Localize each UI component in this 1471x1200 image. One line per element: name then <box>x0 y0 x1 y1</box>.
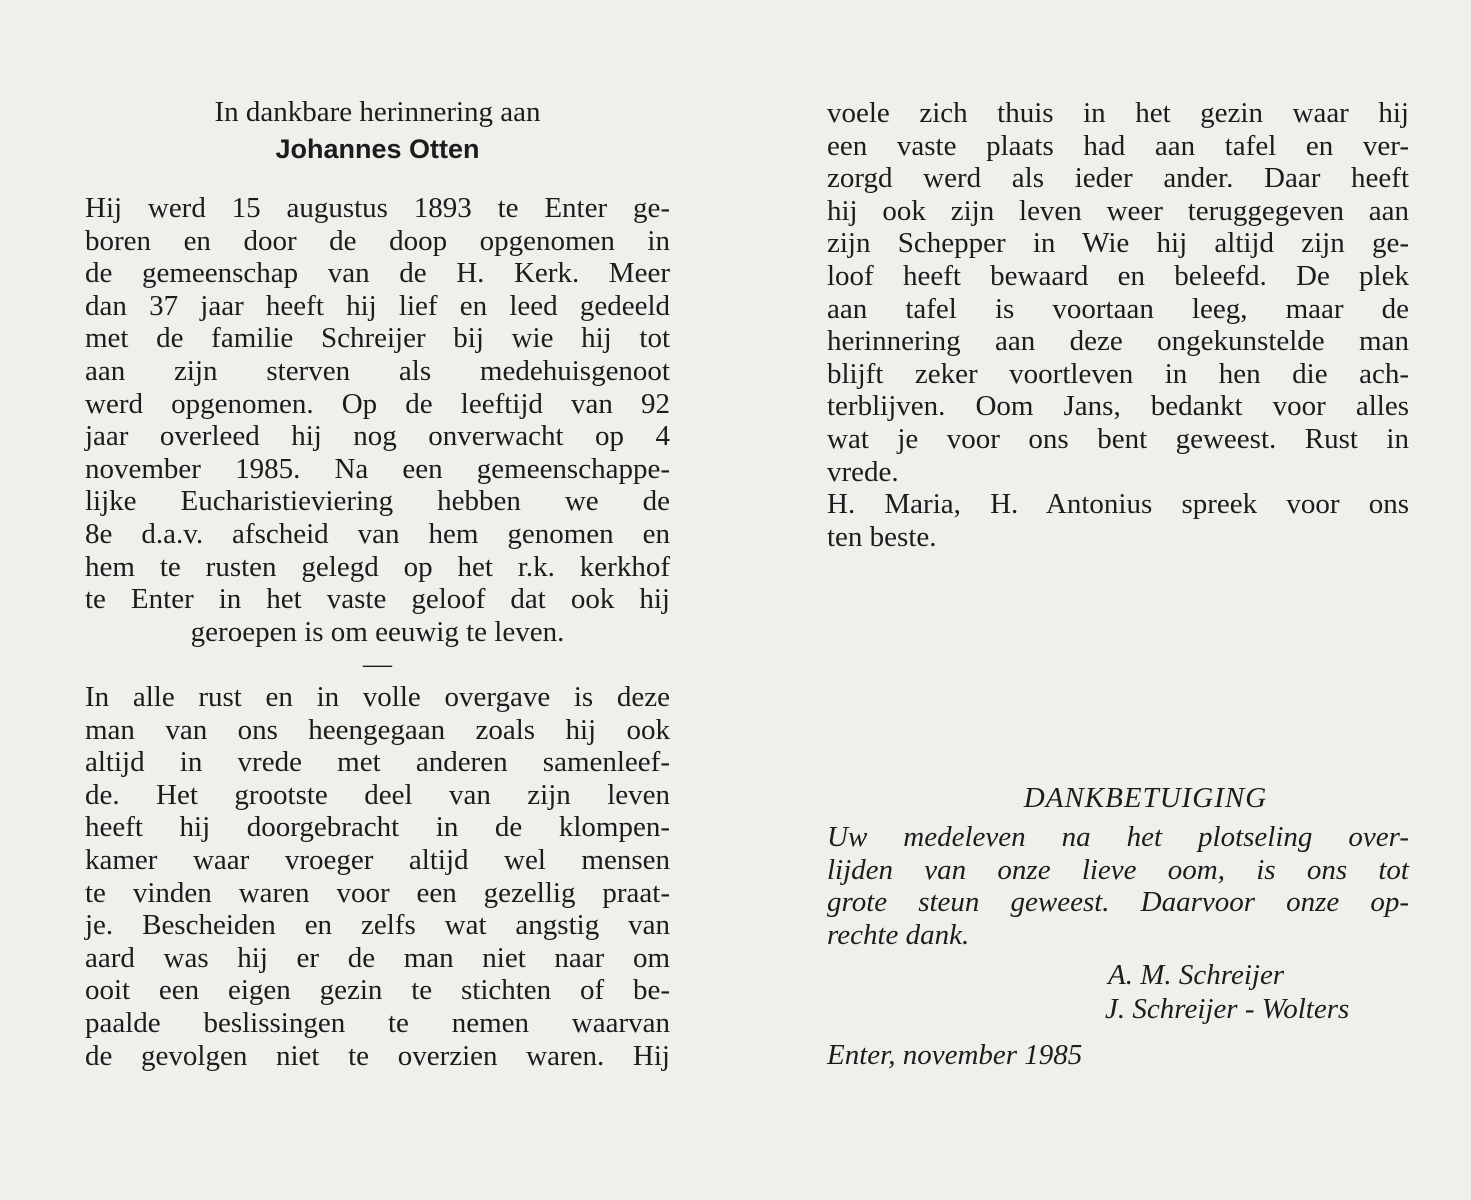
paragraph-line: de gevolgen niet te overzien waren. Hij <box>85 1039 670 1072</box>
paragraph-line: de gemeenschap van de H. Kerk. Meer <box>85 257 670 290</box>
intro-text: In dankbare herinnering aan <box>214 96 541 128</box>
paragraph-line: de. Het grootste deel van zijn leven <box>85 778 670 811</box>
paragraph-line: Uw medeleven na het plotseling over- <box>827 821 1409 853</box>
thanks-line: rechte dank. <box>827 918 970 951</box>
paragraph-line: grote steun geweest. Daarvoor onze op- <box>827 886 1409 919</box>
paragraph-line: heeft hij doorgebracht in de klompen- <box>85 811 670 844</box>
paragraph-line: altijd in vrede met anderen samenleef- <box>85 746 670 779</box>
paragraph-line: Hij werd 15 augustus 1893 te Enter ge- <box>85 192 670 224</box>
paragraph-line: man van ons heengegaan zoals hij ook <box>85 713 670 746</box>
signatures <box>1105 959 1415 1026</box>
paragraph-line: je. Bescheiden en zelfs wat angstig van <box>85 909 670 942</box>
paragraph-line: te Enter in het vaste geloof dat ook hij <box>85 583 670 616</box>
paragraph-line: blijft zeker voortleven in hen die ach- <box>827 357 1409 390</box>
paragraph-line: boren en door de doop opgenomen in <box>85 224 670 257</box>
paragraph-line: herinnering aan deze ongekunstelde man <box>827 325 1409 358</box>
header <box>85 96 670 177</box>
paragraph-line: aan zijn sterven als medehuisgenoot <box>85 354 670 387</box>
paragraph-line: lijke Eucharistieviering hebben we de <box>85 485 670 518</box>
paragraph-line: aard was hij er de man niet naar om <box>85 941 670 974</box>
left-paragraph-2 <box>85 681 670 1072</box>
thanks-title: DANKBETUIGING <box>1023 782 1268 814</box>
paragraph-line: met de familie Schreijer bij wie hij tot <box>85 322 670 355</box>
paragraph-line: terblijven. Oom Jans, bedankt voor alles <box>827 390 1409 423</box>
prayer-line: ten beste. <box>827 520 937 553</box>
right-paragraph-1 <box>827 97 1409 553</box>
paragraph-line: lijden van onze lieve oom, is ons tot <box>827 853 1409 886</box>
paragraph-line: voele zich thuis in het gezin waar hij <box>827 97 1409 129</box>
paragraph-line: hem te rusten gelegd op het r.k. kerkhof <box>85 550 670 583</box>
deceased-name: Johannes Otten <box>275 133 480 164</box>
paragraph-line: loof heeft bewaard en beleefd. De plek <box>827 259 1409 292</box>
signature-1: A. M. Schreijer <box>1108 959 1285 991</box>
paragraph-line: jaar overleed hij nog onverwacht op 4 <box>85 420 670 453</box>
left-paragraph-1 <box>85 192 670 681</box>
paragraph-line: dan 37 jaar heeft hij lief en leed gedeeld <box>85 289 670 322</box>
thanks-section <box>827 781 1409 951</box>
paragraph-line: wat je voor ons bent geweest. Rust in <box>827 422 1409 455</box>
place-date: Enter, november 1985 <box>827 1039 1083 1071</box>
paragraph-line: zorgd werd als ieder ander. Daar heeft <box>827 162 1409 195</box>
prayer-line: H. Maria, H. Antonius spreek voor ons <box>827 488 1409 521</box>
paragraph-line: een vaste plaats had aan tafel en ver- <box>827 129 1409 162</box>
paragraph-line: november 1985. Na een gemeenschappe- <box>85 452 670 485</box>
paragraph-line: 8e d.a.v. afscheid van hem genomen en <box>85 517 670 550</box>
paragraph-line: hij ook zijn leven weer teruggegeven aan <box>827 194 1409 227</box>
signature-2: J. Schreijer - Wolters <box>1105 993 1350 1025</box>
paragraph-line: aan tafel is voortaan leeg, maar de <box>827 292 1409 325</box>
paragraph-line: ooit een eigen gezin te stichten of be- <box>85 974 670 1007</box>
paragraph-line: In alle rust en in volle overgave is deze <box>85 681 670 713</box>
paragraph-line: paalde beslissingen te nemen waarvan <box>85 1006 670 1039</box>
paragraph-line: vrede. <box>827 455 899 488</box>
paragraph-line: werd opgenomen. Op de leeftijd van 92 <box>85 387 670 420</box>
paragraph-line: kamer waar vroeger altijd wel mensen <box>85 843 670 876</box>
paragraph-line: geroepen is om eeuwig te leven. <box>190 615 565 648</box>
paragraph-line: te vinden waren voor een gezellig praat- <box>85 876 670 909</box>
separator: — <box>363 648 392 681</box>
paragraph-line: zijn Schepper in Wie hij altijd zijn ge- <box>827 227 1409 260</box>
